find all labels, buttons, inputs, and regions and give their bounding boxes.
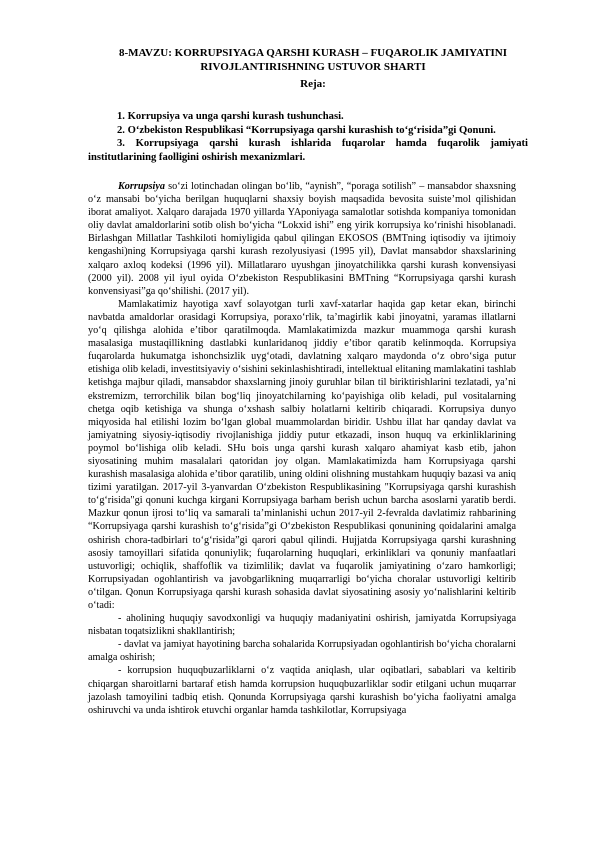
list-item: - davlat va jamiyat hayotining barcha sohalarida Korrupsiyadan ogohlantirish bo‘yicha choralarni amalga oshirish;: [88, 639, 516, 664]
paragraph-definition: Korrupsiya so‘zi lotinchadan olingan bo‘lib, “aynish”, “poraga sotilish” – mansabdor shaxsning o‘z mansabi bo‘yicha berilgan huquqlarni shaxsiy boyish maqsadida bevosita suiste’mol qilishidan iborat amaliyot. Xalqaro darajada 1970 yillarda YAponiyaga samalotlar sotishda kompaniya tomonidan oliy davlat amaldorlarini sotib olish bo‘yicha “Lokxid ishi” eng yirik korrupsiya ko‘rinishi hisoblanadi. Birlashgan Millatlar Tashkiloti homiyligida qabul qilingan EKOSOS (BMTning iqtisodiy va ijtimoiy kengashi)ning Korrupsiyaga qarshi kurash rezolyusiyasi (1995 yil), Davlat mansabdor shaxslarining xalqaro axloq kodeksi (1996 yil). Millatlararo uyushgan jinoyatchilikka qarshi kurash konvensiyasi (2000 yil). 2008 yil iyul oyida O‘zbekiston Respublikasini BMTning “Korrupsiyaga qarshi kurash konvensiyasi”ga qo‘shilishi. (2017 yil).: [88, 181, 516, 297]
list-item: - aholining huquqiy savodxonligi va huquqiy madaniyatini oshirish, jamiyatda Korrupsiyaga nisbatan toqatsizlikni shakllantirish;: [88, 613, 516, 638]
list-item: - korrupsion huquqbuzarliklarni o‘z vaqtida aniqlash, ular oqibatlari, sabablari va keltirib chiqargan sharoitlarni bartaraf etish hamda korrupsion huquqbuzarliklar sodir etilgani uchun muqarrar jazolash tamoyilini tadbiq etish. Qonunda Korrupsiyaga qarshi kurashish bo‘yicha faoliyatni amalga oshiruvchi va unda ishtirok etuvchi organlar hamda tashkilotlar, Korrupsiyaga: [88, 665, 516, 716]
document-title: 8-MAVZU: KORRUPSIYAGA QARSHI KURASH – FUQAROLIK JAMIYATINI RIVOJLANTIRISHNING USTUVOR SHARTI: [118, 47, 508, 73]
plan-item-1: 1. Korrupsiya va unga qarshi kurash tushunchasi.: [117, 111, 344, 122]
document-body: [88, 180, 516, 717]
keyword-korrupsiya: Korrupsiya: [118, 181, 165, 192]
plan-item-2: 2. O‘zbekiston Respublikasi “Korrupsiyaga qarshi kurashish to‘g‘risida”gi Qonuni.: [117, 124, 496, 136]
plan-heading: Reja:: [300, 78, 326, 90]
plan-list: [88, 110, 528, 164]
plan-item-3: 3. Korrupsiyaga qarshi kurash ishlarida fuqarolar hamda fuqarolik jamiyati institutlarining faolligini oshirish mexanizmlari.: [88, 138, 528, 163]
paragraph-main: Mamlakatimiz hayotiga xavf solayotgan turli xavf-xatarlar haqida gap ketar ekan, birinchi navbatda amaldorlar orasidagi Korrupsiya, poraxo‘rlik, ta’magirlik kabi jinoyatni, yaramas illatlarni yo‘q qilishga alohida e’tibor qaratilmoqda. Mamlakatimizda mazkur muammoga qarshi kurash masalasiga mustaqillikning dastlabki kunlaridanoq jiddiy e’tibor qaratib kelinmoqda. Korrupsiya fuqarolarda hukumatga ishonchsizlik uyg‘otadi, davlatning xalqaro maydonda o‘z obro‘siga putur etishiga olib keladi, investitsiyaviy o‘sishini sekinlashishtiradi, intellektual elitaning mamlakatini tashlab ketishga majbur qiladi, mansabdor shaxslarning jinoiy guruhlar bilan til biriktirishlarini tezlatadi, ya’ni ekstremizm, terrorchilik bilan bog‘liq jinoyatchilarning ko‘payishiga olib keladi, pul vositalarning chetga oqib ketishiga va shunga o‘xshash salbiy holatlarni keltirib chiqaradi. Korrupsiya dunyo miqyosida hal etilishi lozim bo‘lgan global muammolardan biridir. Ushbu illat har qanday davlat va jamiyatning siyosiy-iqtisodiy rivojlanishiga jiddiy putur etkazadi, inson huquq va erkinliklarining poymol bo‘lishiga olib keladi. SHu bois unga qarshi kurash xalqaro ahamiyat kasb etib, jahon siyosatining muhim masalalari qatoridan joy olgan. Mamlakatimizda ham Korrupsiyaga qarshi kurashish masalasiga alohida e’tibor qaratilib, uning oldini olishning mustahkam huquqiy bazasi va aniq tizimi yaratilgan. 2017-yil 3-yanvardan O‘zbekiston Respublikasining "Korrupsiyaga qarshi kurashish to‘g‘risida"gi qonuni kuchga kirgani Korrupsiyaga barham berish uchun barcha asoslarni yaratib berdi. Mazkur qonun ijrosi to‘liq va samarali ta’minlanishi uchun 2017-yil 2-fevralda davlatimiz rahbarining “Korrupsiyaga qarshi kurashish to‘g‘risida”gi O‘zbekiston Respublikasi qonunining qoidalarini amalga oshirish chora-tadbirlari to‘g‘risida”gi qarori qabul qilindi. Hujjatda Korrupsiyaga qarshi kurashning asosiy tamoyillari sifatida qonuniylik; fuqarolarning huquqlari, erkinliklari va qonuniy manfaatlari ustuvorligi; ochiqlik, shaffoflik va tizimlilik; davlat va fuqarolik jamiyatining o‘zaro hamkorligi; Korrupsiyadan ogohlantirish va javobgarlikning muqarrarligi bo‘yicha choralar ustuvorligi keltirib o‘tilgan. Qonun Korrupsiyaga qarshi kurash sohasida davlat siyosatining asosiy yo‘nalishlarini keltirib o‘tadi:: [88, 298, 516, 611]
